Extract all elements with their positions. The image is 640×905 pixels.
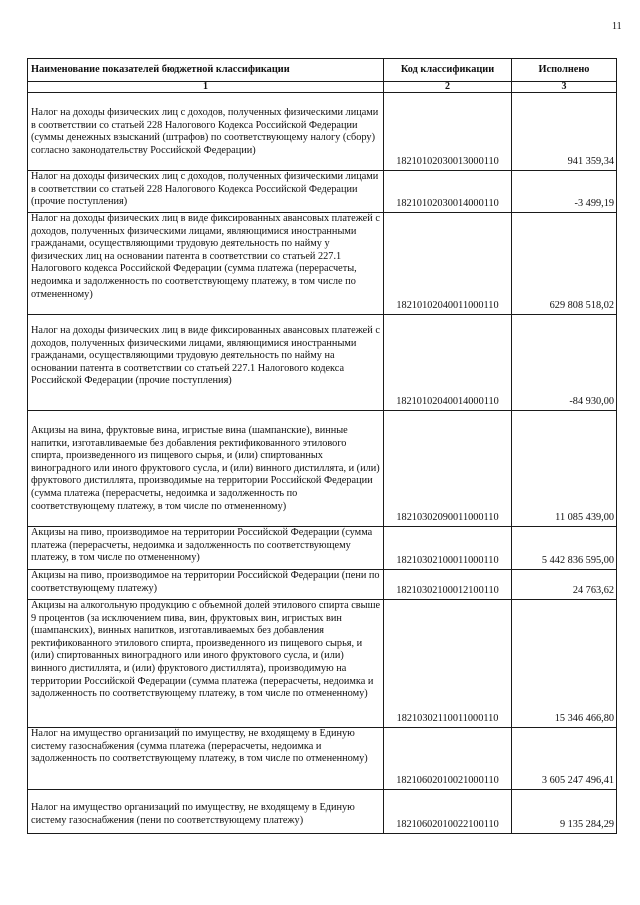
row-value: 5 442 836 595,00: [512, 527, 617, 570]
row-name: Налог на доходы физических лиц в виде фиксированных авансовых платежей с доходов, полученных физическими лицами, являющимися иностранными гражданами, осуществляющими трудовую деятельность по найму у физических лиц на основании патента в соответствии со статьей 227.1 Налогового кодекса Российской Федерации (сумма платежа (перерасчеты, недоимка и задолженность по соответствующему платежу, в том числе по отмененному): [28, 213, 384, 315]
row-name: Акцизы на пиво, производимое на территории Российской Федерации (сумма платежа (перерасчеты, недоимка и задолженность по соответствующему платежу, в том числе по отмененному): [28, 527, 384, 570]
row-name: Акцизы на вина, фруктовые вина, игристые вина (шампанские), винные напитки, изготавливаемые без добавления ректификованного этилового спирта, произведенного из пищевого сырья, и (или) спиртованных виноградного или иного фруктового сусла, и (или) винного дистиллята, и (или) фруктового дистиллята, производимые на территории Российской Федерации (сумма платежа (перерасчеты, недоимка и задолженность по соответствующему платежу, в том числе по отмененному): [28, 411, 384, 527]
row-value: -3 499,19: [512, 171, 617, 213]
row-value: 3 605 247 496,41: [512, 728, 617, 790]
row-name: Налог на доходы физических лиц с доходов, полученных физическими лицами в соответствии со статьей 228 Налогового Кодекса Российской Федерации (суммы денежных взысканий (штрафов) по соответствующему налогу (сбору) согласно законодательству Российской Федерации): [28, 93, 384, 171]
page-number: 11: [612, 21, 622, 32]
row-code: 18210302100012100110: [384, 570, 512, 600]
column-header-value: Исполнено: [512, 59, 617, 82]
column-number-3: 3: [512, 82, 617, 93]
column-number-row: [28, 82, 617, 93]
table-row: [28, 600, 617, 728]
row-value: 9 135 284,29: [512, 790, 617, 834]
row-name: Налог на доходы физических лиц с доходов, полученных физическими лицами в соответствии со статьей 228 Налогового Кодекса Российской Федерации (прочие поступления): [28, 171, 384, 213]
column-number-2: 2: [384, 82, 512, 93]
table-row: [28, 728, 617, 790]
column-header-name: Наименование показателей бюджетной классификации: [28, 59, 384, 82]
row-name: Налог на имущество организаций по имуществу, не входящему в Единую систему газоснабжения (сумма платежа (перерасчеты, недоимка и задолженность по соответствующему платежу, в том числе по отмененному): [28, 728, 384, 790]
table-header-row: [28, 59, 617, 82]
budget-classification-table: [27, 58, 617, 834]
row-value: 941 359,34: [512, 93, 617, 171]
table-row: [28, 213, 617, 315]
row-value: -84 930,00: [512, 315, 617, 411]
table-row: [28, 93, 617, 171]
row-code: 18210602010021000110: [384, 728, 512, 790]
table-row: [28, 527, 617, 570]
row-value: 15 346 466,80: [512, 600, 617, 728]
row-code: 18210302100011000110: [384, 527, 512, 570]
row-value: 629 808 518,02: [512, 213, 617, 315]
row-code: 18210102040011000110: [384, 213, 512, 315]
row-name: Акцизы на пиво, производимое на территории Российской Федерации (пени по соответствующему платежу): [28, 570, 384, 600]
row-name: Акцизы на алкогольную продукцию с объемной долей этилового спирта свыше 9 процентов (за исключением пива, вин, фруктовых вин, игристых вин (шампанских), винных напитков, изготавливаемых без добавления ректификованного этилового спирта, произведенного из пищевого сырья, и (или) спиртованных виноградного или иного фруктового сусла, и (или) винного дистиллята, и (или) фруктового дистиллята), производимую на территории Российской Федерации (сумма платежа (перерасчеты, недоимка и задолженность по соответствующему платежу, в том числе по отмененному): [28, 600, 384, 728]
row-name: Налог на доходы физических лиц в виде фиксированных авансовых платежей с доходов, полученных физическими лицами, являющимися иностранными гражданами, осуществляющими трудовую деятельность по найму на основании патента в соответствии со статьей 227.1 Налогового кодекса Российской Федерации (прочие поступления): [28, 315, 384, 411]
row-code: 18210102040014000110: [384, 315, 512, 411]
column-header-code: Код классификации: [384, 59, 512, 82]
row-code: 18210102030014000110: [384, 171, 512, 213]
table-row: [28, 570, 617, 600]
row-value: 24 763,62: [512, 570, 617, 600]
table-row: [28, 171, 617, 213]
table-row: [28, 790, 617, 834]
table-row: [28, 315, 617, 411]
row-code: 18210302090011000110: [384, 411, 512, 527]
table-row: [28, 411, 617, 527]
row-value: 11 085 439,00: [512, 411, 617, 527]
row-code: 18210302110011000110: [384, 600, 512, 728]
row-name: Налог на имущество организаций по имуществу, не входящему в Единую систему газоснабжения (пени по соответствующему платежу): [28, 790, 384, 834]
row-code: 18210102030013000110: [384, 93, 512, 171]
column-number-1: 1: [28, 82, 384, 93]
row-code: 18210602010022100110: [384, 790, 512, 834]
